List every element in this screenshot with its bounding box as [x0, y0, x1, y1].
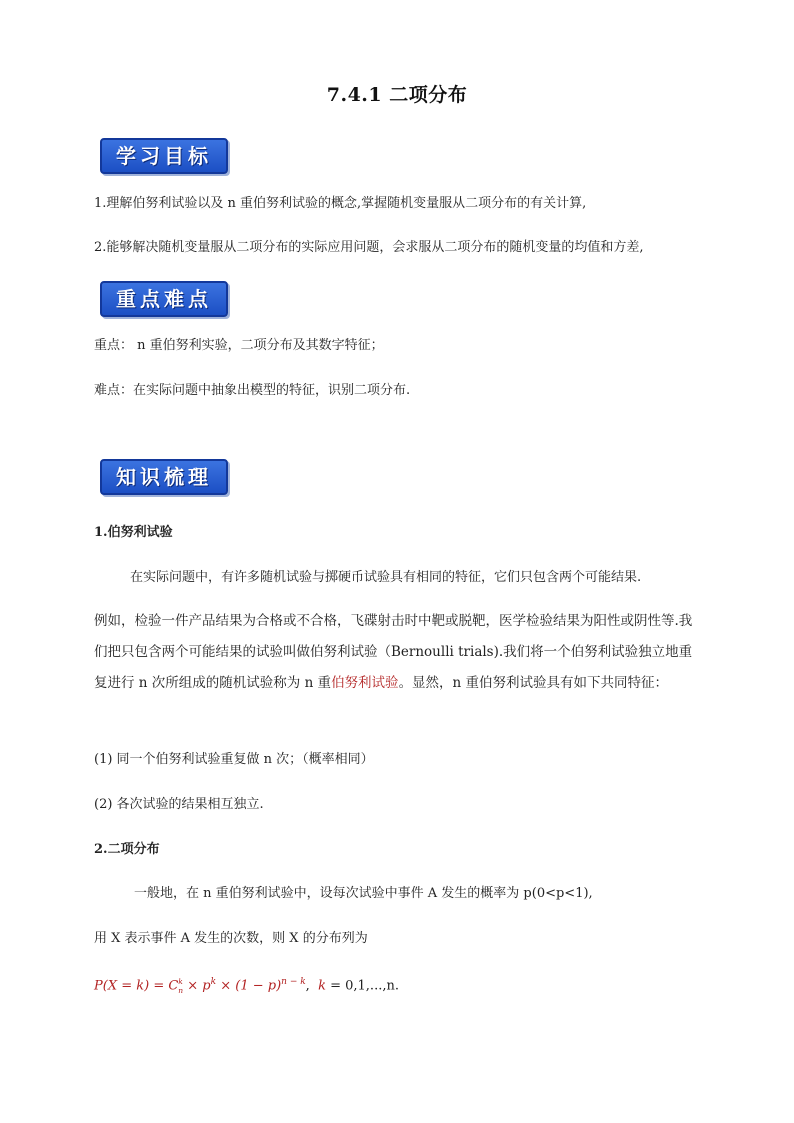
badge-knowledge-review: 知识梳理	[100, 459, 228, 495]
section2-heading: 2.二项分布	[94, 842, 160, 857]
formula-end: × (1 − p)	[216, 978, 282, 994]
key-point-difficulty: 难点：在实际问题中抽象出模型的特征，识别二项分布.	[94, 383, 411, 398]
badge-key-points: 重点难点	[100, 281, 228, 317]
formula-range: = 0,1,...,n.	[325, 978, 399, 994]
goal-item-1: 1.理解伯努利试验以及 n 重伯努利试验的概念,掌握随机变量服从二项分布的有关计算,	[94, 196, 587, 211]
section1-item-1: (1) 同一个伯努利试验重复做 n 次；（概率相同）	[94, 752, 374, 767]
section1-paragraph-text-1: 例如，检验一件产品结果为合格或不合格，飞碟射击时中靶或脱靶，医学检验结果为阳性或阴性等.我们把只包含两个可能结果的试验叫做伯努利试验（Bernoulli trials).我们将一个伯努利试验独立地重复进行 n 次所组成的随机试验称为 n 重	[94, 613, 693, 691]
formula-range-var: k	[318, 978, 326, 994]
formula-sub-n: n	[178, 985, 184, 995]
section1-paragraph-text-2: 。显然，n 重伯努利试验具有如下共同特征：	[398, 675, 669, 691]
key-point-emphasis: 重点： n 重伯努利实验，二项分布及其数字特征；	[94, 338, 384, 353]
section2-line-2: 用 X 表示事件 A 发生的次数，则 X 的分布列为	[94, 931, 368, 946]
section1-paragraph	[94, 606, 694, 699]
badge-learning-goals: 学习目标	[100, 138, 228, 174]
section2-line-1: 一般地，在 n 重伯努利试验中，设每次试验中事件 A 发生的概率为 p(0<p<1),	[134, 886, 593, 901]
page-title: 7.4.1 二项分布	[326, 84, 468, 106]
formula-sup-k: k	[178, 976, 183, 986]
binomial-formula: P(X = k) = C k n × $p^k \times (1 - p)^{n - k}$, k = 0,1,...,n.	[94, 976, 399, 995]
section1-item-2: (2) 各次试验的结果相互独立.	[94, 797, 264, 812]
formula-end-sup: n − k	[281, 977, 306, 987]
formula-mid-sup: k	[210, 977, 217, 987]
section1-paragraph-highlight: 伯努利试验	[331, 675, 399, 691]
goal-item-2: 2.能够解决随机变量服从二项分布的实际应用问题，会求服从二项分布的随机变量的均值和方差,	[94, 240, 644, 255]
formula-mid: × p	[183, 978, 211, 994]
section1-intro: 在实际问题中，有许多随机试验与掷硬币试验具有相同的特征，它们只包含两个可能结果.	[130, 570, 642, 585]
section1-heading: 1.伯努利试验	[94, 525, 173, 540]
formula-lhs: P(X = k) = C	[94, 978, 179, 994]
